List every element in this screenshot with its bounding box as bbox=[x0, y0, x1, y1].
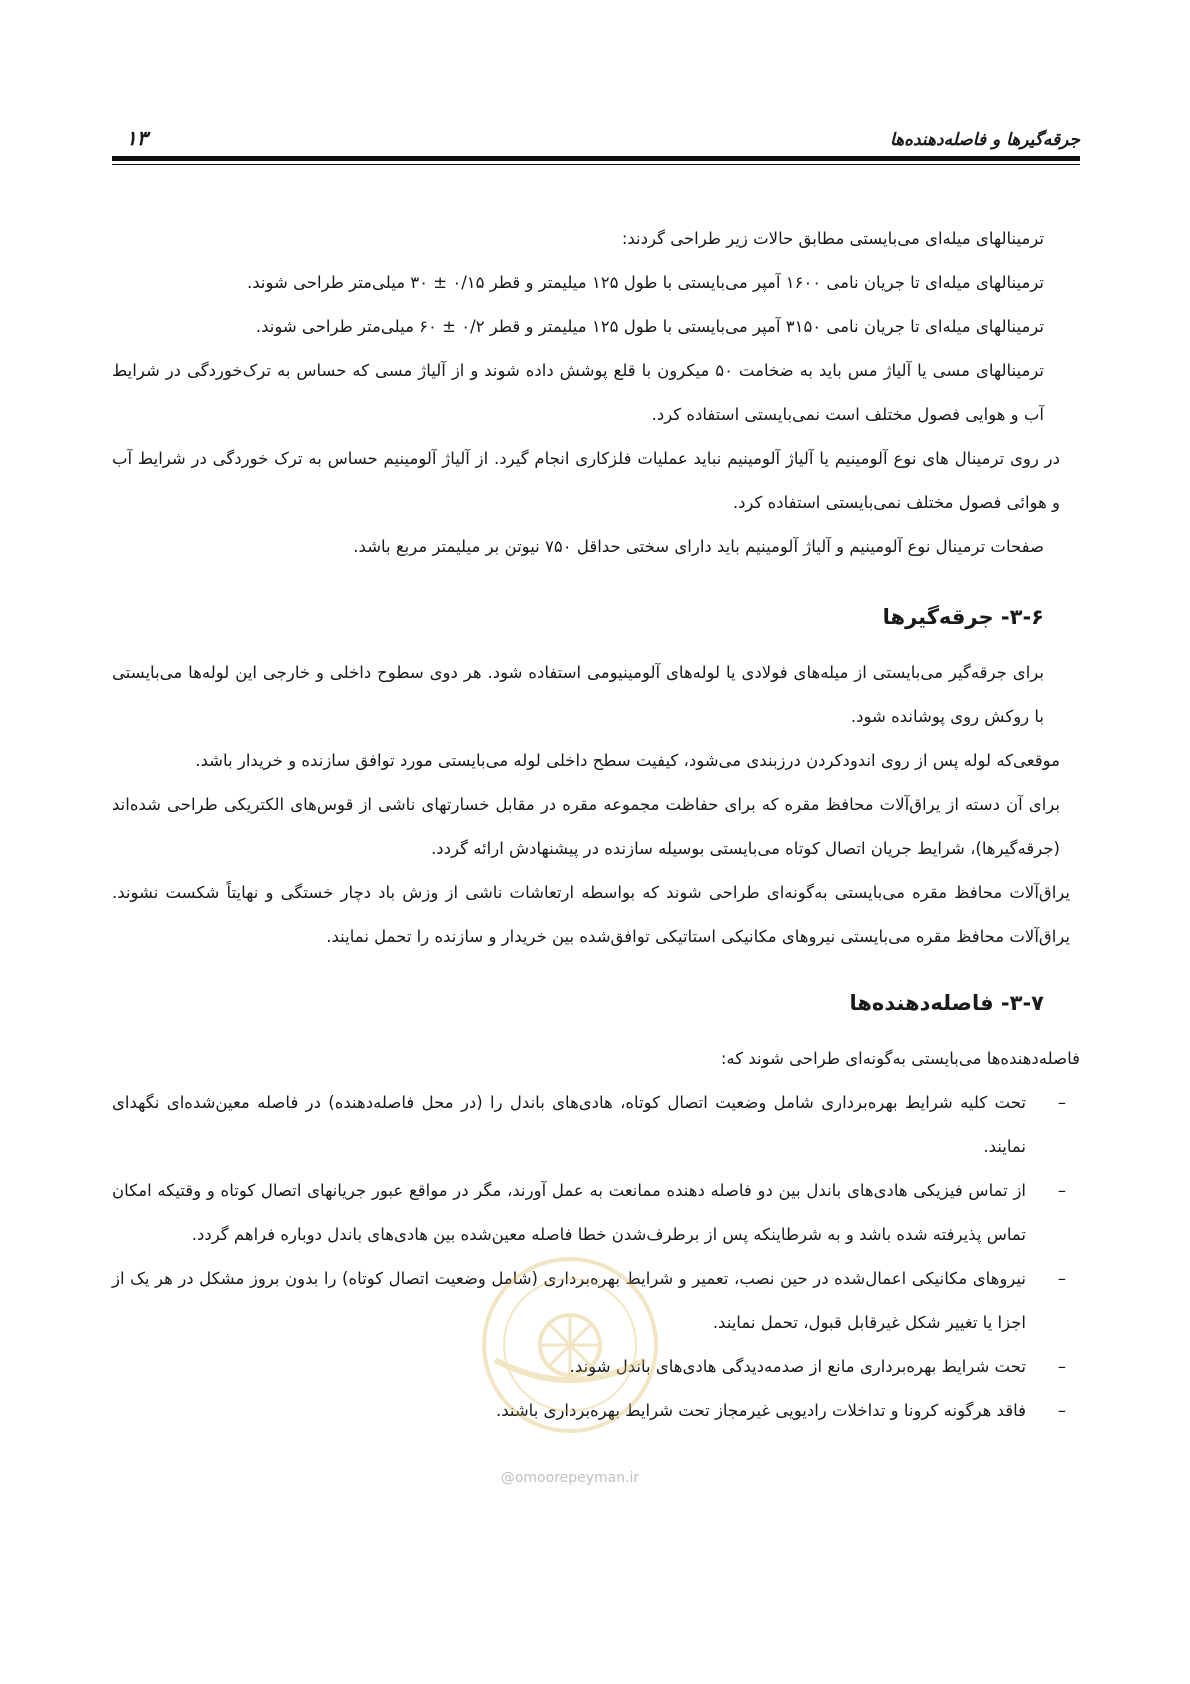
list-item bbox=[112, 1169, 1080, 1257]
paragraph: برای آن دسته از یراق‌آلات محافظ مقره که برای حفاظت مجموعه مقره در مقابل خسارتهای ناشی از قوس‌های الکتریکی طراحی شده‌اند (جرقه‌گیرها)، شرایط جریان اتصال کوتاه می‌بایستی بوسیله سازنده در پیشنهادش ارائه گردد. bbox=[112, 795, 1060, 858]
running-header bbox=[112, 120, 1080, 150]
list-item-text: تحت شرایط بهره‌برداری مانع از صدمه‌دیدگی هادی‌های باندل شوند. bbox=[569, 1357, 1026, 1376]
section-heading: ۳-۷- فاصله‌دهنده‌ها bbox=[849, 991, 1044, 1015]
list-item-text: فاقد هرگونه کرونا و تداخلات رادیویی غیرمجاز تحت شرایط بهره‌برداری باشند. bbox=[495, 1401, 1026, 1420]
paragraph: ترمینالهای میله‌ای می‌بایستی مطابق حالات زیر طراحی گردند: bbox=[621, 229, 1044, 248]
list-item bbox=[112, 1081, 1080, 1169]
paragraph: برای جرقه‌گیر می‌بایستی از میله‌های فولادی یا لوله‌های آلومینیومی استفاده شود. هر دوی سطوح داخلی و خارجی این لوله‌ها می‌بایستی با روکش روی پوشانده شود. bbox=[112, 663, 1044, 726]
list-item-text: از تماس فیزیکی هادی‌های باندل بین دو فاصله دهنده ممانعت به عمل آورند، مگر در مواقع عبور جریانهای اتصال کوتاه و وقتیکه امکان تماس پذیرفته شده باشد و به شرطاینکه پس از برطرف‌شدن خطا فاصله معین‌شده بین هادی‌های باندل دوباره فراهم گردد. bbox=[112, 1181, 1026, 1244]
paragraph: ترمینالهای مسی یا آلیاژ مس باید به ضخامت ۵۰ میکرون با قلع پوشش داده شوند و از آلیاژ مسی که حساس به ترک‌خوردگی در شرایط آب و هوایی فصول مختلف است نمی‌بایستی استفاده کرد. bbox=[112, 361, 1044, 424]
list-dash: – bbox=[1057, 1357, 1066, 1376]
list-dash: – bbox=[1057, 1181, 1066, 1200]
paragraph: یراق‌آلات محافظ مقره می‌بایستی به‌گونه‌ای طراحی شوند که بواسطه ارتعاشات ناشی از وزش باد دچار خستگی و نهایتاً شکست نشوند. یراق‌آلات محافظ مقره می‌بایستی نیروهای مکانیکی استاتیکی توافق‌شده بین خریدار و سازنده را تحمل نمایند. bbox=[112, 883, 1070, 946]
header-rule-thick bbox=[112, 156, 1080, 161]
paragraph: در روی ترمینال های نوع آلومینیم یا آلیاژ آلومینیم نباید عملیات فلزکاری انجام گیرد. از آلیاژ آلومینیم حساس به ترک خوردگی در شرایط آب و هوائی فصول مختلف نمی‌بایستی استفاده کرد. bbox=[112, 449, 1060, 512]
paragraph: موقعی‌که لوله پس از روی اندودکردن درزبندی می‌شود، کیفیت سطح داخلی لوله می‌بایستی مورد توافق سازنده و خریدار باشد. bbox=[195, 751, 1060, 770]
list-item-text: نیروهای مکانیکی اعمال‌شده در حین نصب، تعمیر و شرایط بهره‌برداری (شامل وضعیت اتصال کوتاه) را بدون بروز مشکل در هر یک از اجزا یا تغییر شکل غیرقابل قبول، تحمل نمایند. bbox=[112, 1269, 1026, 1332]
list-item-text: تحت کلیه شرایط بهره‌برداری شامل وضعیت اتصال کوتاه، هادی‌های باندل را (در محل فاصله‌دهنده) در فاصله معین‌شده‌ای نگهدای نمایند. bbox=[112, 1093, 1026, 1156]
header-rule-thin bbox=[112, 164, 1080, 165]
list-dash: – bbox=[1057, 1269, 1066, 1288]
paragraph: فاصله‌دهنده‌ها می‌بایستی به‌گونه‌ای طراحی شوند که: bbox=[720, 1049, 1080, 1068]
paragraph: ترمینالهای میله‌ای تا جریان نامی ۳۱۵۰ آمپر می‌بایستی با طول ۱۲۵ میلیمتر و قطر ۰/۲ ± ۶۰ میلی‌متر طراحی شوند. bbox=[255, 317, 1044, 336]
page-number: ۱۳ bbox=[126, 126, 148, 150]
paragraph: صفحات ترمینال نوع آلومینیم و آلیاژ آلومینیم باید دارای سختی حداقل ۷۵۰ نیوتن بر میلیمتر مربع باشد. bbox=[353, 537, 1044, 556]
paragraph: ترمینالهای میله‌ای تا جریان نامی ۱۶۰۰ آمپر می‌بایستی با طول ۱۲۵ میلیمتر و قطر ۰/۱۵ ± ۳۰ میلی‌متر طراحی شوند. bbox=[246, 273, 1044, 292]
watermark-text: @omoorepeyman.ir bbox=[500, 1470, 640, 1486]
document-page bbox=[112, 120, 1080, 1433]
watermark-seal-icon bbox=[475, 1250, 665, 1440]
list-dash: – bbox=[1057, 1401, 1066, 1420]
header-title: جرقه‌گیرها و فاصله‌دهنده‌ها bbox=[889, 130, 1080, 150]
section-heading: ۳-۶- جرقه‌گیرها bbox=[882, 605, 1044, 629]
list-dash: – bbox=[1057, 1093, 1066, 1112]
